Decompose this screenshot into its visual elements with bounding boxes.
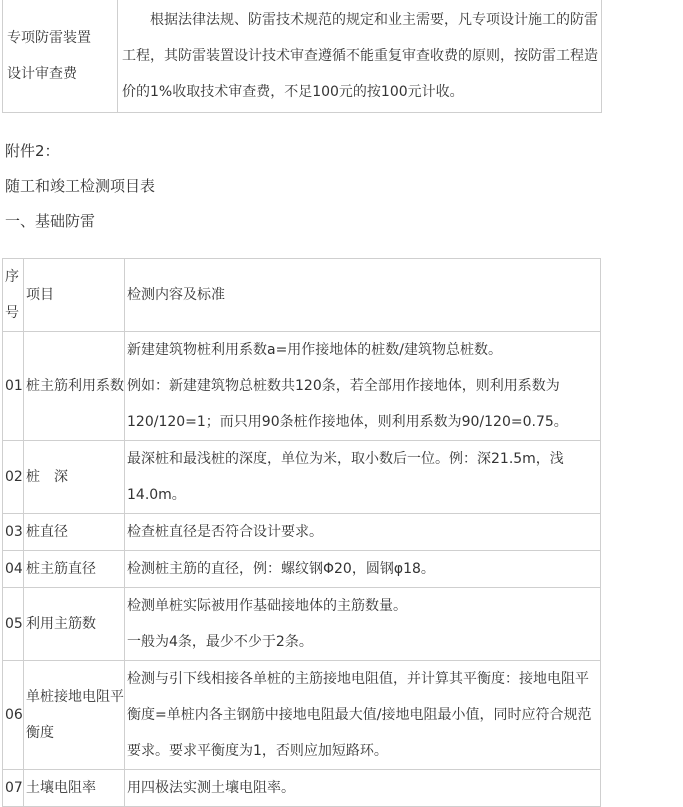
row-content-line: 最深桩和最浅桩的深度，单位为米，取小数后一位。例：深21.5m，浅14.0m。 [127,451,564,503]
row-seq: 02 [3,441,24,514]
row-seq: 04 [3,551,24,588]
row-content [125,332,601,441]
fee-table [2,0,602,113]
fee-content: 根据法律法规、防雷技术规范的规定和业主需要，凡专项设计施工的防雷工程，其防雷装置设计技术审查遵循不能重复审查收费的原则，按防雷工程造价的1%收取技术审查费，不足100元的按100元计收。 [122,12,598,100]
table-header-row [3,259,601,332]
row-content-line: 一般为4条，最少不少于2条。 [127,634,313,650]
header-seq: 序号 [3,259,24,332]
row-content-line: 检测单桩实际被用作基础接地体的主筋数量。 [127,598,407,614]
table-row [3,770,601,807]
section-heading: 一、基础防雷 [5,212,96,230]
row-content [125,441,601,514]
fee-row [3,0,602,113]
row-item: 单桩接地电阻平衡度 [24,661,125,770]
attachment-label: 附件2： [5,142,60,160]
row-item: 桩 深 [24,441,125,514]
row-content-line: 例如：新建建筑物总桩数共120条，若全部用作接地体，则利用系数为120/120=1；而只用90条桩作接地体，则利用系数为90/120=0.75。 [127,378,568,430]
row-seq: 05 [3,588,24,661]
row-content [125,551,601,588]
row-seq: 01 [3,332,24,441]
row-item: 桩直径 [24,514,125,551]
header-item: 项目 [24,259,125,332]
fee-label-line2: 设计审查费 [7,66,77,82]
row-content [125,770,601,807]
table-row [3,661,601,770]
row-content-line: 新建建筑物桩利用系数a=用作接地体的桩数/建筑物总桩数。 [127,342,503,358]
table-row [3,332,601,441]
row-content [125,514,601,551]
doc-title: 随工和竣工检测项目表 [5,177,156,195]
table-row [3,514,601,551]
fee-content-cell [118,0,602,113]
row-item: 利用主筋数 [24,588,125,661]
inspection-table [2,258,601,807]
fee-label-cell [3,0,118,113]
row-item: 土壤电阻率 [24,770,125,807]
table-row [3,588,601,661]
row-content [125,661,601,770]
row-content-line: 检测与引下线相接各单桩的主筋接地电阻值，并计算其平衡度：接地电阻平衡度=单桩内各主钢筋中接地电阻最大值/接地电阻最小值，同时应符合规范要求。要求平衡度为1，否则应加短路环。 [127,671,592,759]
row-item: 桩主筋直径 [24,551,125,588]
fee-label-line1: 专项防雷装置 [7,30,91,46]
row-item: 桩主筋利用系数 [24,332,125,441]
header-content: 检测内容及标准 [125,259,601,332]
row-seq: 06 [3,661,24,770]
row-seq: 07 [3,770,24,807]
table-row [3,441,601,514]
row-seq: 03 [3,514,24,551]
row-content-line: 检测桩主筋的直径，例：螺纹钢Φ20，圆钢φ18。 [127,561,435,577]
row-content-line: 用四极法实测土壤电阻率。 [127,780,295,796]
row-content [125,588,601,661]
table-row [3,551,601,588]
row-content-line: 检查桩直径是否符合设计要求。 [127,524,323,540]
